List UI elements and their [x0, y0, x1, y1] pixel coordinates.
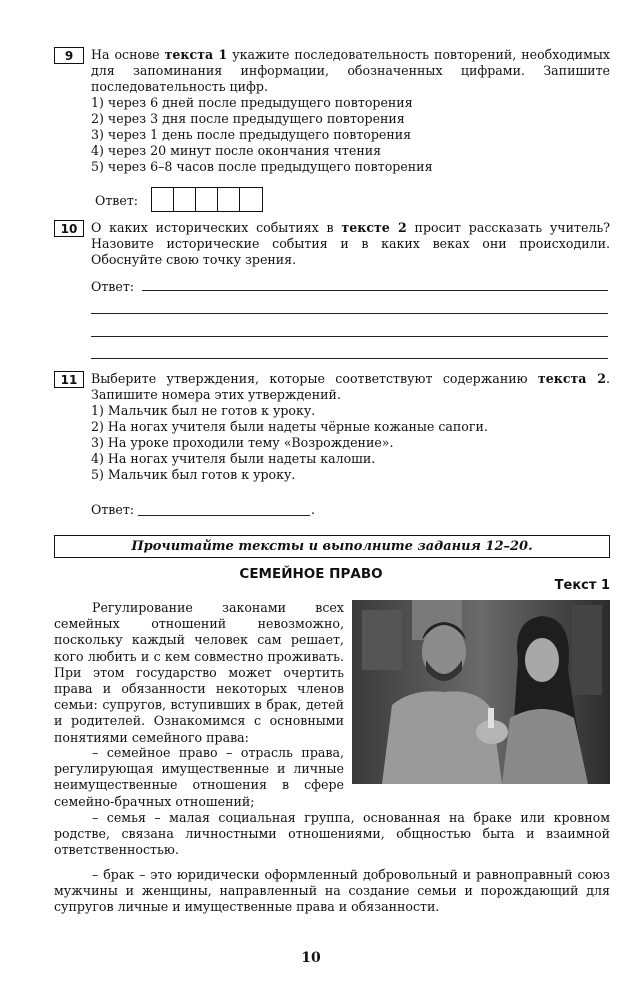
option: 5) через 6–8 часов после предыдущего повторения [91, 159, 433, 174]
answer-end: . [311, 502, 316, 517]
answer-line[interactable] [91, 336, 608, 337]
answer-line[interactable] [91, 313, 608, 314]
option: 3) На уроке проходили тему «Возрождение». [91, 435, 394, 450]
section-title: СЕМЕЙНОЕ ПРАВО [239, 566, 383, 582]
answer-line[interactable] [91, 358, 608, 359]
answer-cell[interactable] [173, 187, 197, 212]
couple-photo-image [352, 600, 610, 784]
task-question: На основе текста 1 укажите последовательность повторений, необходимых для запоминания информации, обозначенных цифрами. Запишите последовательность цифр. [91, 47, 611, 94]
answer-cell[interactable] [239, 187, 263, 212]
answer-label: Ответ: [95, 193, 139, 208]
answer-line[interactable] [142, 290, 608, 291]
answer-cell[interactable] [217, 187, 241, 212]
option: 4) через 20 минут после окончания чтения [91, 143, 382, 158]
answer-label: Ответ: [91, 502, 135, 517]
text-label: Текст 1 [554, 578, 610, 593]
task-number: 11 [54, 371, 84, 388]
couple-photo [352, 600, 610, 784]
task-question: О каких исторических событиях в тексте 2 просит рассказать учитель? Назовите исторические события и в каких веках они происходили. Обоснуйте свою точку зрения. [91, 220, 611, 267]
answer-cells[interactable] [152, 187, 263, 212]
option: 2) На ногах учителя были надеты чёрные кожаные сапоги. [91, 419, 488, 434]
instruction-banner: Прочитайте тексты и выполните задания 12–20. [54, 535, 610, 558]
answer-cell[interactable] [151, 187, 175, 212]
option: 3) через 1 день после предыдущего повторения [91, 127, 412, 142]
task-9 [54, 47, 610, 175]
option: 1) Мальчик был не готов к уроку. [91, 403, 316, 418]
option: 4) На ногах учителя были надеты калоши. [91, 451, 376, 466]
definition-family: – семья – малая социальная группа, основанная на браке или кровном родстве, связана личностными отношениями, общностью быта и взаимной ответственностью. [54, 810, 610, 858]
definition-marriage: – брак – это юридически оформленный добровольный и равноправный союз мужчины и женщины, направленный на создание семьи и порождающий для супругов личные и имущественные права и обязанности. [54, 867, 610, 915]
page-number: 10 [301, 950, 321, 966]
task-number: 10 [54, 220, 84, 237]
definition-family-law: – семейное право – отрасль права, регулирующая имущественные и личные неимущественные отношения в сфере семейно-брачных отношений; [54, 745, 344, 809]
task-10 [54, 220, 610, 268]
task-question: Выберите утверждения, которые соответствуют содержанию текста 2. Запишите номера этих утверждений. [91, 371, 610, 402]
intro-paragraph: Регулирование законами всех семейных отношений невозможно, поскольку каждый человек сам решает, кого любить и с кем совместно проживать. При этом государство может очертить права и обязанности некоторых членов семьи: супругов, вступивших в брак, детей и родителей. Ознакомимся с основными понятиями семейного права: [54, 600, 344, 745]
option: 5) Мальчик был готов к уроку. [91, 467, 296, 482]
answer-cell[interactable] [195, 187, 219, 212]
answer-line[interactable] [138, 515, 310, 516]
task-11 [54, 371, 610, 483]
task-number: 9 [54, 47, 84, 64]
option: 1) через 6 дней после предыдущего повторения [91, 95, 413, 110]
option: 2) через 3 дня после предыдущего повторения [91, 111, 405, 126]
answer-label: Ответ: [91, 279, 135, 294]
